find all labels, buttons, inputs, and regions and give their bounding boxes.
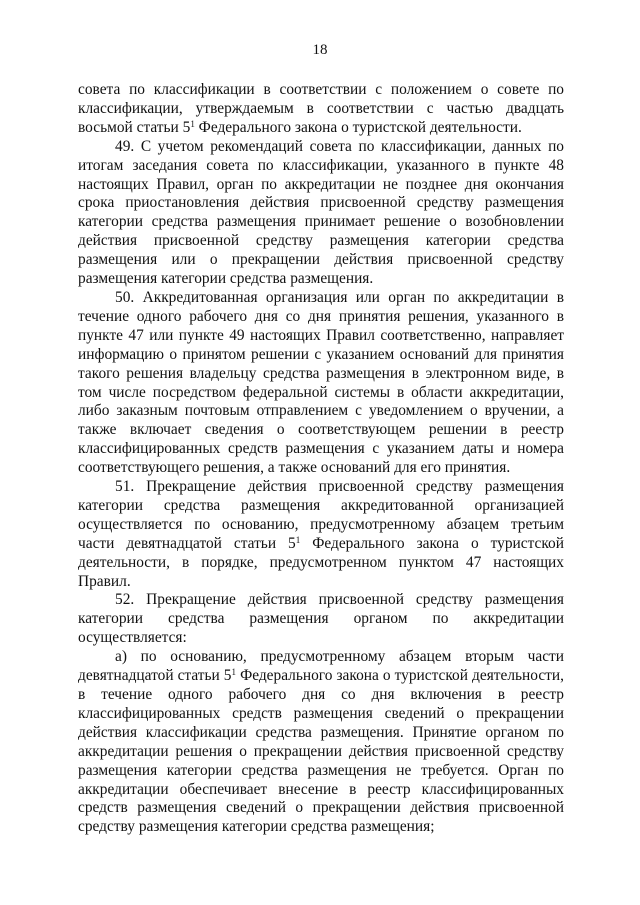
paragraph-text: 52. Прекращение действия присвоенной средству размещения категории средства размещения органом по аккредитации осуществляется: bbox=[78, 591, 564, 647]
superscript: 1 bbox=[295, 534, 301, 545]
paragraph-text: Федерального закона о туристской деятельности, в порядке, предусмотренном пунктом 47 настоящих Правил. bbox=[78, 534, 564, 590]
paragraph-51 bbox=[78, 478, 564, 591]
paragraph-text: Федерального закона о туристской деятельности. bbox=[194, 118, 522, 136]
paragraph-52a bbox=[78, 648, 564, 837]
paragraph-continuation bbox=[78, 81, 564, 138]
paragraph-text: совета по классификации в соответствии с положением о совете по классификации, утверждаемым в соответствии с частью двадцать восьмой статьи 5 bbox=[78, 81, 564, 136]
superscript: 1 bbox=[231, 667, 237, 678]
paragraph-52 bbox=[78, 591, 564, 648]
superscript: 1 bbox=[190, 118, 195, 129]
paragraph-text: а) по основанию, предусмотренному абзацем вторым части девятнадцатой статьи 5 bbox=[78, 648, 564, 685]
paragraph-49 bbox=[78, 138, 564, 289]
paragraph-50 bbox=[78, 289, 564, 478]
document-body bbox=[78, 81, 564, 837]
paragraph-text: Федерального закона о туристской деятельности, в течение одного рабочего дня со дня включения в реестр классифицированных средств размещения сведений о прекращении действия классификации средства размещения. Принятие органом по аккредитации решения о прекращении действия присвоенной средству размещения категории средства размещения не требуется. Орган по аккредитации обеспечивает внесение в реестр классифицированных средств размещения сведений о прекращении действия присвоенной средству размещения категории средства размещения; bbox=[78, 667, 564, 836]
paragraph-text: 50. Аккредитованная организация или орган по аккредитации в течение одного рабочего дня со дня принятия решения, указанного в пункте 47 или пункте 49 настоящих Правил соответственно, направляет информацию о принятом решении с указанием оснований для принятия такого решения владельцу средства размещения в электронном виде, в том числе посредством федеральной системы в области аккредитации, либо заказным почтовым отправлением с уведомлением о вручении, а также включает сведения о соответствующем решении в реестр классифицированных средств размещения с указанием даты и номера соответствующего решения, а также оснований для его принятия. bbox=[78, 288, 564, 477]
page-number: 18 bbox=[312, 42, 328, 58]
paragraph-text: 51. Прекращение действия присвоенной средству размещения категории средства размещения аккредитованной организацией осуществляется по основанию, предусмотренному абзацем третьим части девятнадцатой статьи 5 bbox=[78, 478, 564, 552]
paragraph-text: 49. С учетом рекомендаций совета по классификации, данных по итогам заседания совета по классификации, указанного в пункте 48 настоящих Правил, орган по аккредитации не позднее дня окончания срока приостановления действия присвоенной средству размещения категории средства размещения принимает решение о возобновлении действия присвоенной средству размещения категории средства размещения или о прекращении действия присвоенной средству размещения категории средства размещения. bbox=[78, 137, 564, 288]
